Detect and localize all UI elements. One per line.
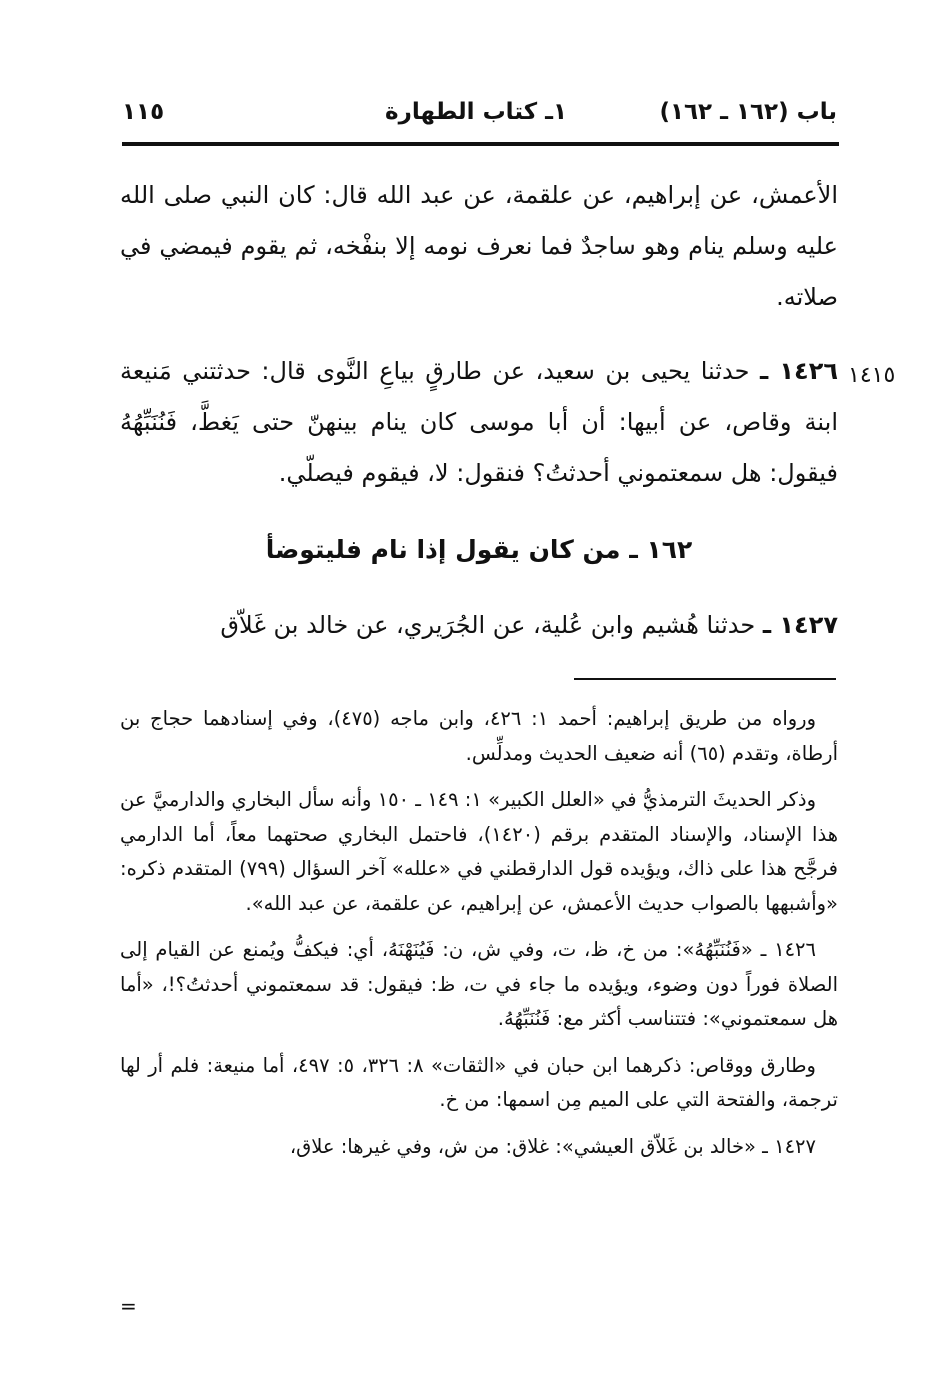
margin-reference-number: ١٤١٥ <box>848 363 896 388</box>
footnote-paragraph: وطارق ووقاص: ذكرهما ابن حبان في «الثقات» ٨: ٣٢٦، ٥: ٤٩٧، أما منيعة: فلم أر لها ترجمة، والفتحة التي على الميم مِن اسمها: من خ. <box>120 1053 838 1111</box>
text-block-continuation <box>120 170 838 323</box>
hadith-text: حدثنا هُشيم وابن عُلية، عن الجُرَيري، عن خالد بن غَلاّق <box>220 611 756 639</box>
chapter-heading-title: من كان يقول إذا نام فليتوضأ <box>265 535 621 564</box>
hadith-1426 <box>120 346 838 499</box>
continuation-mark: = <box>120 1294 137 1318</box>
hadith-continuation-text: الأعمش، عن إبراهيم، عن علقمة، عن عبد الله قال: كان النبي صلى الله عليه وسلم ينام وهو ساجدٌ فما نعرف نومه إلا بنفْخه، ثم يقوم فيمضي في صلاته. <box>120 181 838 311</box>
footnote-separator <box>574 678 836 680</box>
running-header <box>122 92 837 136</box>
page-number: ١١٥ <box>122 99 165 125</box>
hadith-number: ١٤٢٧ ـ <box>762 611 838 639</box>
footnote-paragraph: ورواه من طريق إبراهيم: أحمد ١: ٤٢٦، وابن ماجه (٤٧٥)، وفي إسنادهما حجاج بن أرطاة، وتقدم (٦٥) أنه ضعيف الحديث ومدلِّس. <box>120 707 838 765</box>
header-chapter-range: باب (١٦٢ ـ ١٦٢) <box>659 99 837 125</box>
footnotes <box>120 702 838 1176</box>
hadith-number: ١٤٢٦ ـ <box>759 357 838 385</box>
footnote-paragraph: وذكر الحديثَ الترمذيُّ في «العلل الكبير» ١: ١٤٩ ـ ١٥٠ وأنه سأل البخاري والدارميَّ عن هذا الإسناد، والإسناد المتقدم برقم (١٤٢٠)، فاحتمل البخاري صحتهما معاً، أما الدارمي فرجَّح هذا على ذاك، ويؤيده قول الدارقطني في «علله» آخر السؤال (٧٩٩) المتقدم ذكره: «وأشبهها بالصواب حديث الأعمش، عن إبراهيم، عن علقمة، عن عبد الله». <box>120 788 838 915</box>
footnote-paragraph: ١٤٢٧ ـ «خالد بن غَلاّق العيشي»: غلاق: من ش، وفي غيرها: علاق، <box>289 1134 816 1158</box>
footnote-paragraph: ١٤٢٦ ـ «فَنُنَبِّهُهُ»: من خ، ظ، ت، وفي ش، ن: فَيُنَهْنَهُ، أي: فيكفُّ ويُمنع عن القيام إلى الصلاة فوراً دون وضوء، ويؤيده ما جاء في ت، ظ: فيقول: قد سمعتموني أحدثتُ؟!، «أما هل سمعتموني»: فتتناسب أكثر مع: فَنُنَبِّهُهُ. <box>120 938 838 1030</box>
chapter-heading <box>120 528 838 572</box>
hadith-1427 <box>120 600 838 651</box>
header-rule <box>122 142 839 146</box>
chapter-heading-number: ١٦٢ ـ <box>629 535 693 564</box>
header-book-title: ١ـ كتاب الطهارة <box>385 99 567 125</box>
hadith-text: حدثنا يحيى بن سعيد، عن طارقٍ بياعِ النَّوى قال: حدثتني مَنيعة ابنة وقاص، عن أبيها: أن أبا موسى كان ينام بينهنّ حتى يَغطَّ، فَنُنَبِّهُهُ فيقول: هل سمعتموني أحدثتُ؟ فنقول: لا، فيقوم فيصلّي. <box>120 357 838 487</box>
